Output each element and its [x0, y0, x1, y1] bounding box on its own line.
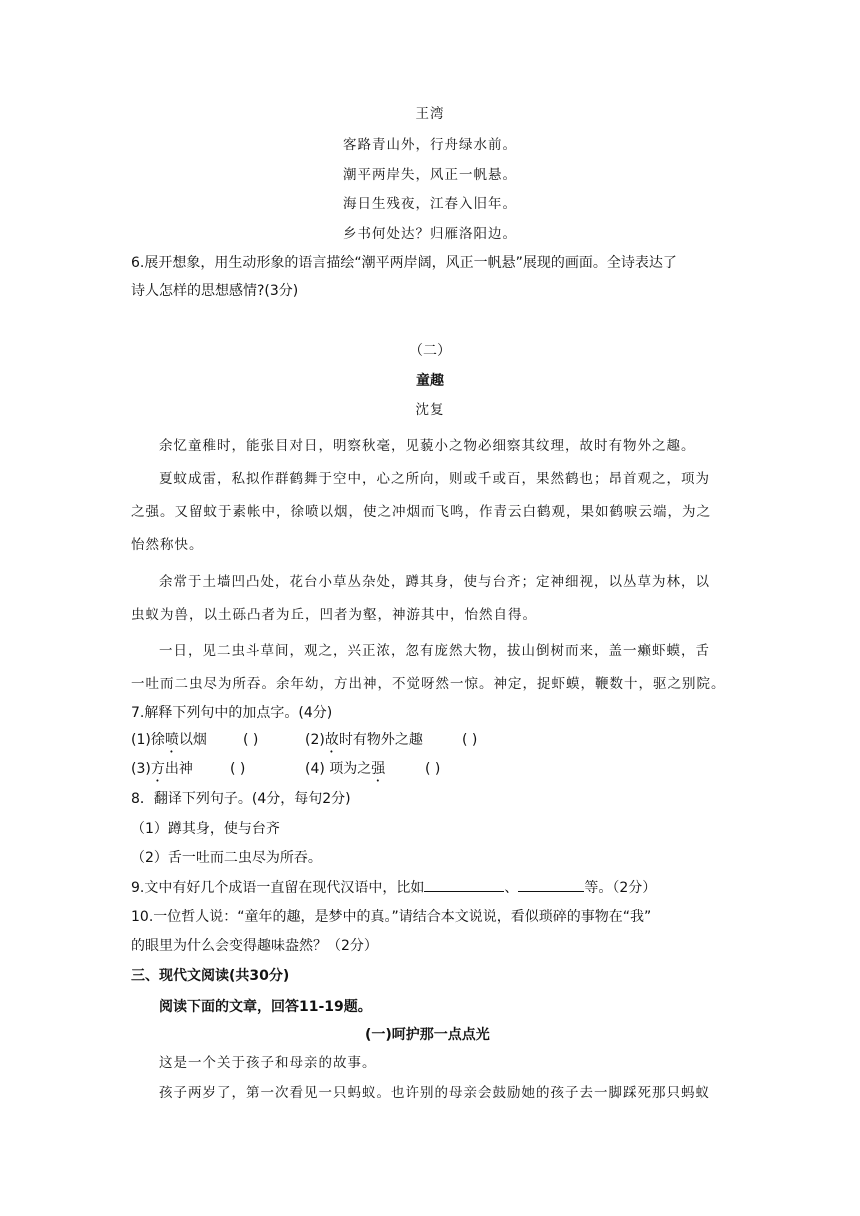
- question-7-item-1: [131, 730, 207, 756]
- question-10-line-1: 10.一位哲人说：“童年的趣，是梦中的真。”请结合本文说说，看似琐碎的事物在“我”: [131, 909, 652, 925]
- question-6-line-1: 6.展开想象，用生动形象的语言描绘“潮平两岸阔，风正一帆悬”展现的画面。全诗表达了: [131, 255, 677, 271]
- q7-item-1-prefix: (1)徐: [131, 732, 165, 748]
- article-paragraph-1: 这是一个关于孩子和母亲的故事。: [159, 1055, 377, 1071]
- passage-paragraph-2-line-2: 之强。又留蚊于素帐中，徐喷以烟，使之冲烟而飞鸣，作青云白鹤观，果如鹤唳云端，为之: [131, 504, 711, 520]
- article-title: (一)呵护那一点点光: [365, 1027, 490, 1043]
- q7-item-1-suffix: 以烟: [178, 732, 207, 748]
- passage-paragraph-4-line-2: 一吐而二虫尽为所吞。余年幼，方出神，不觉呀然一惊。神定，捉虾蟆，鞭数十，驱之别院。: [131, 676, 726, 692]
- q7-item-4-prefix: (4) 项为之: [305, 761, 372, 777]
- question-9: [131, 877, 656, 898]
- question-7-item-3-answer: ( ): [230, 761, 246, 777]
- section-title: 童趣: [416, 373, 444, 389]
- passage-paragraph-2-line-3: 怡然称快。: [131, 537, 204, 553]
- part-3-heading: 三、现代文阅读(共30分): [131, 968, 290, 984]
- q7-item-2-prefix: (2): [305, 732, 325, 748]
- question-9-separator: 、: [504, 880, 519, 896]
- question-8-sentence-1: （1）蹲其身，使与台齐: [131, 821, 280, 837]
- poem-line-1: 客路青山外，行舟绿水前。: [343, 137, 517, 153]
- q7-item-1-dotted-char: 喷: [164, 732, 179, 748]
- article-paragraph-2: 孩子两岁了，第一次看见一只蚂蚁。也许别的母亲会鼓励她的孩子去一脚踩死那只蚂蚁: [159, 1085, 710, 1101]
- q7-item-3-prefix: (3): [131, 761, 151, 777]
- passage-paragraph-2-line-1: 夏蚊成雷，私拟作群鹤舞于空中，心之所向，则或千或百，果然鹤也；昂首观之，项为: [159, 471, 710, 487]
- poem-author: 王湾: [415, 106, 445, 122]
- poem-line-3: 海日生残夜，江春入旧年。: [343, 196, 517, 212]
- passage-paragraph-4-line-1: 一日，见二虫斗草间，观之，兴正浓，忽有庞然大物，拔山倒树而来，盖一癞虾蟆，舌: [159, 643, 710, 659]
- question-7-item-1-answer: ( ): [243, 732, 259, 748]
- question-8-stem: 8．翻译下列句子。(4分，每句2分): [131, 791, 351, 807]
- answer-blank-1[interactable]: [424, 877, 504, 892]
- passage-paragraph-1: 余忆童稚时，能张目对日，明察秋毫，见藐小之物必细察其纹理，故时有物外之趣。: [159, 438, 696, 454]
- q7-item-2-dotted-char: 故: [324, 732, 339, 748]
- question-7-stem: 7.解释下列句中的加点字。(4分): [131, 705, 333, 721]
- question-8-sentence-2: （2）舌一吐而二虫尽为所吞。: [131, 850, 322, 866]
- answer-blank-2[interactable]: [518, 877, 584, 892]
- q7-item-2-suffix: 时有物外之趣: [338, 732, 423, 748]
- q7-item-4-dotted-char: 强: [371, 761, 386, 777]
- question-7-item-3: [131, 759, 193, 785]
- question-7-item-2-answer: ( ): [462, 732, 478, 748]
- passage-paragraph-3-line-1: 余常于土墙凹凸处，花台小草丛杂处，蹲其身，使与台齐；定神细视，以丛草为林，以: [159, 574, 710, 590]
- question-7-item-4: [305, 759, 385, 785]
- question-9-suffix: 等。（2分）: [584, 880, 657, 896]
- question-7-item-4-answer: ( ): [425, 761, 441, 777]
- part-3-instruction: 阅读下面的文章，回答11-19题。: [159, 999, 372, 1015]
- question-6-line-2: 诗人怎样的思想感情?(3分): [131, 283, 299, 299]
- section-number: （二）: [409, 343, 451, 359]
- question-10-line-2: 的眼里为什么会变得趣味盎然？（2分）: [131, 938, 378, 954]
- section-author: 沈复: [415, 402, 445, 418]
- q7-item-3-dotted-char: 方: [150, 761, 165, 777]
- poem-line-4: 乡书何处达？归雁洛阳边。: [343, 226, 517, 242]
- q7-item-3-suffix: 出神: [164, 761, 193, 777]
- poem-line-2: 潮平两岸失，风正一帆悬。: [343, 167, 517, 183]
- passage-paragraph-3-line-2: 虫蚁为兽，以土砾凸者为丘，凹者为壑，神游其中，怡然自得。: [131, 607, 537, 623]
- question-9-prefix: 9.文中有好几个成语一直留在现代汉语中，比如: [131, 880, 425, 896]
- question-7-item-2: [305, 730, 423, 756]
